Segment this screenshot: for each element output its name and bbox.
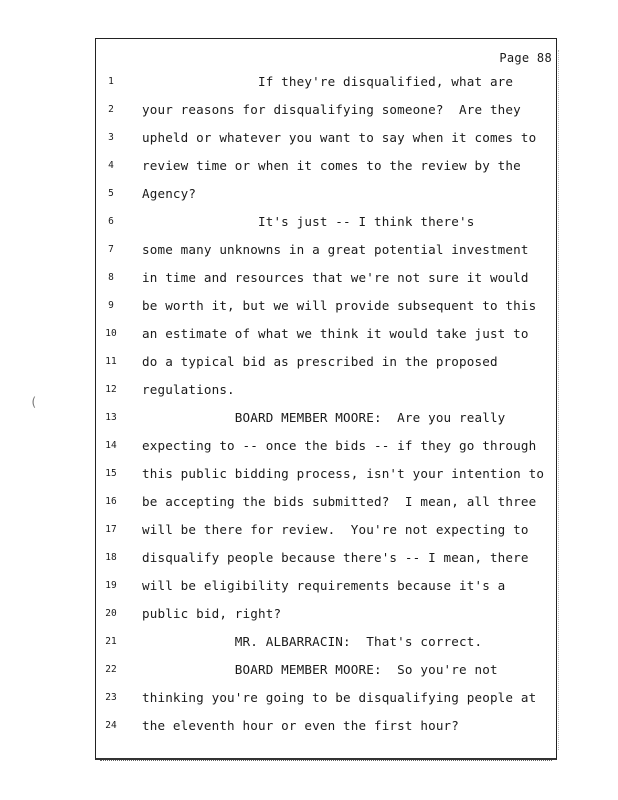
line-number: 8 [108,272,114,283]
line-text: It's just -- I think there's [142,214,475,229]
line-text: public bid, right? [142,606,282,621]
line-text: do a typical bid as prescribed in the proposed [142,354,498,369]
line-text: BOARD MEMBER MOORE: So you're not [142,662,498,677]
line-text: MR. ALBARRACIN: That's correct. [142,634,483,649]
line-text: be worth it, but we will provide subsequent to this [142,298,537,313]
line-number: 1 [108,76,114,87]
line-text: this public bidding process, isn't your intention to [142,466,545,481]
line-number: 22 [105,664,117,675]
line-text: BOARD MEMBER MOORE: Are you really [142,410,506,425]
line-text: some many unknowns in a great potential investment [142,242,529,257]
line-number: 14 [105,440,117,451]
line-number: 9 [108,300,114,311]
line-number: 24 [105,720,117,731]
line-number: 3 [108,132,114,143]
line-text: your reasons for disqualifying someone? Are they [142,102,521,117]
line-number: 23 [105,692,117,703]
line-text: Agency? [142,186,197,201]
line-number: 13 [105,412,117,423]
line-number: 21 [105,636,117,647]
page-bottom-edge [100,760,552,763]
line-text: the eleventh hour or even the first hour? [142,718,460,733]
line-text: review time or when it comes to the review by the [142,158,521,173]
line-number: 2 [108,104,114,115]
line-number: 19 [105,580,117,591]
line-text: expecting to -- once the bids -- if they go through [142,438,537,453]
line-number: 16 [105,496,117,507]
line-number: 15 [105,468,117,479]
line-text: will be there for review. You're not expecting to [142,522,529,537]
line-number: 7 [108,244,114,255]
margin-scan-mark: ( [30,395,38,409]
line-number: 6 [108,216,114,227]
line-number: 12 [105,384,117,395]
line-text: will be eligibility requirements because it's a [142,578,506,593]
line-text: in time and resources that we're not sure it would [142,270,529,285]
line-number: 17 [105,524,117,535]
line-text: disqualify people because there's -- I mean, there [142,550,529,565]
line-number: 18 [105,552,117,563]
line-number: 5 [108,188,114,199]
line-text: thinking you're going to be disqualifying people at [142,690,537,705]
line-number: 10 [105,328,117,339]
page-number: Page 88 [499,51,552,65]
page-right-edge [558,50,559,750]
line-number: 20 [105,608,117,619]
line-text: regulations. [142,382,235,397]
transcript-page [95,38,557,760]
line-text: If they're disqualified, what are [142,74,514,89]
line-text: an estimate of what we think it would take just to [142,326,529,341]
line-number: 11 [105,356,117,367]
line-text: be accepting the bids submitted? I mean, all three [142,494,537,509]
line-text: upheld or whatever you want to say when it comes to [142,130,537,145]
line-number: 4 [108,160,114,171]
